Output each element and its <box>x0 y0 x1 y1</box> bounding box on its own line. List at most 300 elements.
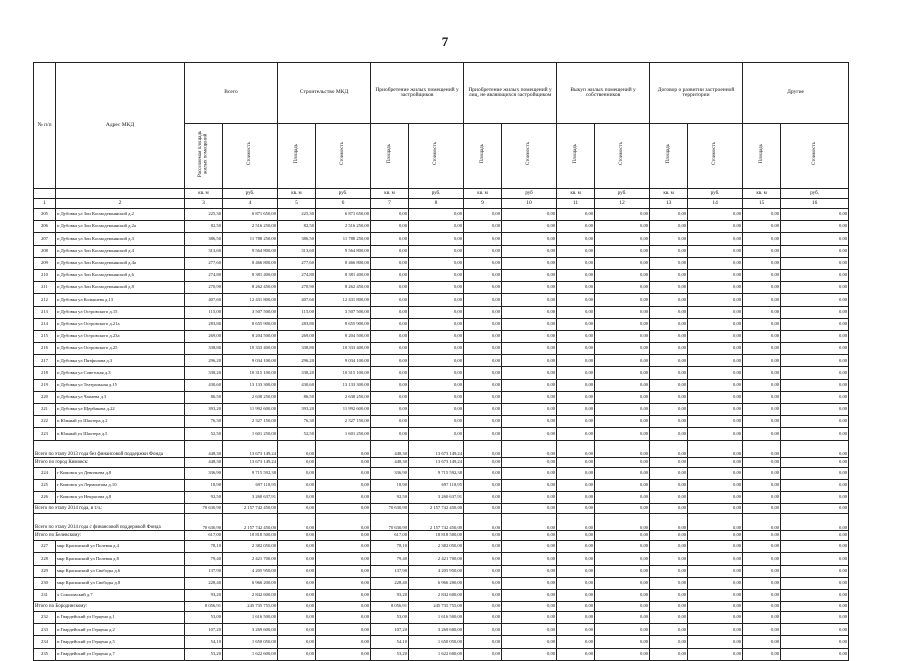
value-cell: 86,50 <box>278 391 316 403</box>
value-cell: 18 818 500,00 <box>409 531 464 541</box>
table-row <box>34 479 849 491</box>
row-number: 226 <box>34 491 56 503</box>
value-cell: 0,00 <box>781 379 849 391</box>
value-cell: 0,00 <box>409 221 464 233</box>
value-cell: 0,00 <box>557 589 595 601</box>
header-subcolumn-label: Расселяемая площадь жилых помещений <box>198 130 209 178</box>
value-cell: 0,00 <box>650 269 688 281</box>
value-cell: 0,00 <box>781 648 849 660</box>
value-cell: 0,00 <box>464 589 502 601</box>
row-number: 216 <box>34 343 56 355</box>
value-cell: 2 842 600,00 <box>409 589 464 601</box>
value-cell: 0,00 <box>743 636 781 648</box>
value-cell: 0,00 <box>557 367 595 379</box>
value-cell: 0,00 <box>502 282 557 294</box>
value-cell: 0,00 <box>557 343 595 355</box>
header-subcolumn <box>743 124 781 189</box>
value-cell: 0,00 <box>781 404 849 416</box>
table-row <box>34 233 849 245</box>
value-cell: 274,80 <box>278 269 316 281</box>
value-cell: 0,00 <box>595 391 650 403</box>
value-cell: 0,00 <box>409 269 464 281</box>
value-cell: 0,00 <box>595 294 650 306</box>
row-number: 234 <box>34 636 56 648</box>
value-cell: 225,30 <box>185 209 223 221</box>
row-address: п Дубовка ул Зои Космодемьянской д.4а <box>56 257 185 269</box>
row-number: 219 <box>34 379 56 391</box>
value-cell: 0,00 <box>595 457 650 467</box>
row-number: 235 <box>34 648 56 660</box>
header-subcolumn <box>557 124 595 189</box>
value-cell: 0,00 <box>464 624 502 636</box>
value-cell: 0,00 <box>464 467 502 479</box>
value-cell: 0,00 <box>743 391 781 403</box>
value-cell: 9 034 100,00 <box>223 355 278 367</box>
value-cell: 0,00 <box>688 602 743 612</box>
value-cell: 9 564 800,00 <box>223 245 278 257</box>
value-cell: 6 966 200,00 <box>223 577 278 589</box>
value-cell: 0,00 <box>464 233 502 245</box>
units-cell: кв. м <box>464 189 502 199</box>
value-cell: 0,00 <box>595 565 650 577</box>
row-number: 225 <box>34 479 56 491</box>
page-number: 7 <box>441 34 449 49</box>
row-address: п Дубовка ул Щербакова д.22 <box>56 404 185 416</box>
table-row <box>34 269 849 281</box>
row-address: п Дубовка ул Островского д.21а <box>56 318 185 330</box>
row-address: п Дубовка ул Зои Космодемьянской д.8 <box>56 282 185 294</box>
value-cell: 0,00 <box>371 306 409 318</box>
value-cell: 0,00 <box>781 209 849 221</box>
value-cell: 0,00 <box>688 648 743 660</box>
table-row <box>34 294 849 306</box>
value-cell: 0,00 <box>557 531 595 541</box>
header-group-purchase-developer: Приобретение жилых помещений у застройщиков <box>371 63 464 124</box>
value-cell: 0,00 <box>316 504 371 514</box>
value-cell: 82,50 <box>185 221 223 233</box>
value-cell: 0,00 <box>650 479 688 491</box>
value-cell: 0,00 <box>557 479 595 491</box>
summary-label: Итого по Бородинскому: <box>34 602 185 612</box>
value-cell: 0,00 <box>409 343 464 355</box>
value-cell: 0,00 <box>688 367 743 379</box>
value-cell: 2 516 250,00 <box>223 221 278 233</box>
value-cell: 0,00 <box>464 221 502 233</box>
value-cell: 0,00 <box>316 467 371 479</box>
value-cell: 0,00 <box>650 612 688 624</box>
value-cell: 0,00 <box>650 589 688 601</box>
value-cell: 0,00 <box>595 467 650 479</box>
value-cell: 0,00 <box>557 318 595 330</box>
value-cell: 0,00 <box>502 416 557 428</box>
table-row <box>34 636 849 648</box>
value-cell: 0,00 <box>595 541 650 553</box>
value-cell: 0,00 <box>502 541 557 553</box>
header-subcolumn <box>316 124 371 189</box>
value-cell: 79,40 <box>371 553 409 565</box>
value-cell: 3 507 500,00 <box>223 306 278 318</box>
value-cell: 270,90 <box>278 282 316 294</box>
value-cell: 0,00 <box>502 457 557 467</box>
value-cell: 0,00 <box>502 636 557 648</box>
value-cell: 245 735 755,00 <box>409 602 464 612</box>
value-cell: 0,00 <box>743 318 781 330</box>
value-cell: 0,00 <box>595 221 650 233</box>
row-address: п Южный ул Шахтера д.2 <box>56 416 185 428</box>
header-subcolumn-label: Площадь <box>665 144 671 164</box>
value-cell: 78,10 <box>371 541 409 553</box>
column-number-cell: 16 <box>781 199 849 209</box>
value-cell: 9 715 592,38 <box>409 467 464 479</box>
row-number: 206 <box>34 221 56 233</box>
value-cell: 0,00 <box>781 541 849 553</box>
value-cell: 8 056,91 <box>371 602 409 612</box>
header-group-development-agreement: Договор о развитии застроенной территории <box>650 63 743 124</box>
value-cell: 0,00 <box>743 479 781 491</box>
value-cell: 393,20 <box>278 404 316 416</box>
value-cell: 0,00 <box>464 602 502 612</box>
value-cell: 0,00 <box>688 233 743 245</box>
value-cell: 76,30 <box>278 416 316 428</box>
value-cell: 0,00 <box>743 440 781 457</box>
row-address: п Дубовка ул Островского д.25 <box>56 343 185 355</box>
value-cell: 0,00 <box>781 491 849 503</box>
value-cell: 11 788 250,00 <box>316 233 371 245</box>
value-cell: 8 262 450,00 <box>316 282 371 294</box>
value-cell: 0,00 <box>743 602 781 612</box>
summary-label: Итого по Белевскому: <box>34 531 185 541</box>
value-cell: 0,00 <box>557 416 595 428</box>
value-cell: 0,00 <box>781 330 849 342</box>
value-cell: 0,00 <box>743 233 781 245</box>
value-cell: 2 157 742 450,00 <box>409 514 464 531</box>
value-cell: 0,00 <box>688 479 743 491</box>
value-cell: 0,00 <box>743 467 781 479</box>
row-address: п Дубовка ул Зои Космодемьянской д.2а <box>56 221 185 233</box>
value-cell: 0,00 <box>650 577 688 589</box>
row-number: 215 <box>34 330 56 342</box>
value-cell: 0,00 <box>464 269 502 281</box>
value-cell: 0,00 <box>502 221 557 233</box>
value-cell: 270,90 <box>185 282 223 294</box>
value-cell: 0,00 <box>409 416 464 428</box>
value-cell: 0,00 <box>688 589 743 601</box>
value-cell: 0,00 <box>278 565 316 577</box>
value-cell: 1 650 050,00 <box>409 636 464 648</box>
value-cell: 448,30 <box>185 440 223 457</box>
summary-row <box>34 440 849 457</box>
units-cell: руб <box>502 189 557 199</box>
units-cell: кв. м <box>650 189 688 199</box>
header-group-construction: Строительство МКД <box>278 63 371 124</box>
value-cell: 0,00 <box>743 379 781 391</box>
value-cell: 0,00 <box>371 209 409 221</box>
value-cell: 0,00 <box>502 589 557 601</box>
header-subcolumn <box>464 124 502 189</box>
row-address: п Дубовка ул Островского д.15 <box>56 306 185 318</box>
value-cell: 2 516 250,00 <box>316 221 371 233</box>
value-cell: 0,00 <box>650 457 688 467</box>
header-group-purchase-non-developer: Приобретение жилых помещений у лиц, не являющихся застройщиком <box>464 63 557 124</box>
value-cell: 2 157 742 450,00 <box>409 504 464 514</box>
value-cell: 0,00 <box>650 491 688 503</box>
row-address: п Гвардейский ул Герцена д.5 <box>56 636 185 648</box>
value-cell: 0,00 <box>595 479 650 491</box>
row-address: мкр Красинский ул Свободы д.8 <box>56 577 185 589</box>
summary-row <box>34 457 849 467</box>
value-cell: 0,00 <box>650 282 688 294</box>
header-address: Адрес МКД <box>56 63 185 189</box>
value-cell: 336,90 <box>371 467 409 479</box>
value-cell: 0,00 <box>464 531 502 541</box>
value-cell: 6 871 650,00 <box>223 209 278 221</box>
value-cell: 1 601 250,00 <box>316 428 371 440</box>
value-cell: 430,60 <box>185 379 223 391</box>
value-cell: 53,00 <box>185 612 223 624</box>
value-cell: 448,30 <box>371 457 409 467</box>
units-cell: руб. <box>781 189 849 199</box>
value-cell: 313,60 <box>278 245 316 257</box>
value-cell: 0,00 <box>688 440 743 457</box>
value-cell: 13 133 300,00 <box>316 379 371 391</box>
value-cell: 54,10 <box>371 636 409 648</box>
table-row <box>34 577 849 589</box>
value-cell: 277,60 <box>185 257 223 269</box>
row-address: г Кимовск ул Некрасова д.8 <box>56 491 185 503</box>
value-cell: 8 655 900,00 <box>223 318 278 330</box>
value-cell: 0,00 <box>781 221 849 233</box>
table-row <box>34 428 849 440</box>
value-cell: 0,00 <box>781 457 849 467</box>
value-cell: 8 381 400,00 <box>223 269 278 281</box>
value-cell: 0,00 <box>464 379 502 391</box>
value-cell: 18 818 500,00 <box>223 531 278 541</box>
value-cell: 0,00 <box>464 612 502 624</box>
value-cell: 0,00 <box>464 282 502 294</box>
table-row <box>34 541 849 553</box>
header-subcolumn-label: Стоимость <box>811 142 817 166</box>
value-cell: 0,00 <box>688 306 743 318</box>
value-cell: 0,00 <box>650 624 688 636</box>
value-cell: 0,00 <box>464 565 502 577</box>
value-cell: 697 118,95 <box>409 479 464 491</box>
column-number-row <box>34 199 849 209</box>
value-cell: 0,00 <box>316 553 371 565</box>
value-cell: 0,00 <box>464 648 502 660</box>
value-cell: 0,00 <box>316 589 371 601</box>
row-address: п Дубовка ул Театральная д.15 <box>56 379 185 391</box>
header-subcolumn <box>371 124 409 189</box>
table-row <box>34 491 849 503</box>
units-row <box>34 189 849 199</box>
header-group-total: Всего <box>185 63 278 124</box>
value-cell: 296,20 <box>185 355 223 367</box>
value-cell: 0,00 <box>316 479 371 491</box>
table-row <box>34 565 849 577</box>
value-cell: 0,00 <box>595 245 650 257</box>
table-row <box>34 367 849 379</box>
value-cell: 0,00 <box>409 282 464 294</box>
column-number-cell: 2 <box>56 199 185 209</box>
header-subcolumn <box>781 124 849 189</box>
value-cell: 0,00 <box>595 367 650 379</box>
value-cell: 76,30 <box>185 416 223 428</box>
header-subcolumn <box>595 124 650 189</box>
value-cell: 0,00 <box>743 209 781 221</box>
value-cell: 296,20 <box>278 355 316 367</box>
value-cell: 0,00 <box>464 577 502 589</box>
value-cell: 697 118,95 <box>223 479 278 491</box>
value-cell: 0,00 <box>557 428 595 440</box>
units-cell: кв. м <box>743 189 781 199</box>
value-cell: 0,00 <box>502 612 557 624</box>
value-cell: 0,00 <box>781 467 849 479</box>
value-cell: 0,00 <box>743 330 781 342</box>
value-cell: 283,80 <box>185 318 223 330</box>
value-cell: 0,00 <box>557 379 595 391</box>
value-cell: 430,60 <box>278 379 316 391</box>
row-address: п Дубовка ул Колышева д.13 <box>56 294 185 306</box>
value-cell: 0,00 <box>650 245 688 257</box>
value-cell: 0,00 <box>650 221 688 233</box>
column-number-cell: 3 <box>185 199 223 209</box>
row-address: п Дубовка ул Советская д.3 <box>56 367 185 379</box>
value-cell: 0,00 <box>464 491 502 503</box>
value-cell: 0,00 <box>595 233 650 245</box>
value-cell: 82,50 <box>278 221 316 233</box>
value-cell: 12 431 800,00 <box>223 294 278 306</box>
value-cell: 0,00 <box>464 391 502 403</box>
value-cell: 0,00 <box>688 612 743 624</box>
table-row <box>34 282 849 294</box>
value-cell: 3 260 637,91 <box>409 491 464 503</box>
value-cell: 0,00 <box>316 577 371 589</box>
value-cell: 0,00 <box>743 245 781 257</box>
value-cell: 0,00 <box>595 257 650 269</box>
row-address: п Дубовка ул Зои Космодемьянской д.2 <box>56 209 185 221</box>
value-cell: 0,00 <box>557 636 595 648</box>
value-cell: 0,00 <box>409 318 464 330</box>
value-cell: 0,00 <box>502 294 557 306</box>
value-cell: 0,00 <box>557 282 595 294</box>
value-cell: 617,00 <box>371 531 409 541</box>
value-cell: 0,00 <box>557 457 595 467</box>
value-cell: 0,00 <box>781 306 849 318</box>
value-cell: 0,00 <box>688 428 743 440</box>
summary-row <box>34 602 849 612</box>
value-cell: 6 871 650,00 <box>316 209 371 221</box>
row-number: 205 <box>34 209 56 221</box>
value-cell: 0,00 <box>409 294 464 306</box>
value-cell: 0,00 <box>278 514 316 531</box>
value-cell: 274,80 <box>185 269 223 281</box>
value-cell: 0,00 <box>464 514 502 531</box>
value-cell: 0,00 <box>595 589 650 601</box>
value-cell: 0,00 <box>557 504 595 514</box>
value-cell: 0,00 <box>781 367 849 379</box>
row-number: 227 <box>34 541 56 553</box>
value-cell: 9 564 800,00 <box>316 245 371 257</box>
value-cell: 3 260 637,91 <box>223 491 278 503</box>
row-number: 223 <box>34 428 56 440</box>
value-cell: 0,00 <box>502 624 557 636</box>
header-group-other: Другие <box>743 63 849 124</box>
value-cell: 338,20 <box>278 367 316 379</box>
row-address: п Дубовка ул Островского д.23а <box>56 330 185 342</box>
value-cell: 137,90 <box>371 565 409 577</box>
value-cell: 115,00 <box>185 306 223 318</box>
row-number: 218 <box>34 367 56 379</box>
value-cell: 0,00 <box>557 514 595 531</box>
value-cell: 79,40 <box>185 553 223 565</box>
value-cell: 0,00 <box>371 428 409 440</box>
value-cell: 0,00 <box>688 343 743 355</box>
header-subcolumn-label: Стоимость <box>433 142 439 166</box>
value-cell: 0,00 <box>650 602 688 612</box>
row-address: г Кимовск ул Лермонтова д.10 <box>56 479 185 491</box>
table-row <box>34 379 849 391</box>
value-cell: 0,00 <box>409 209 464 221</box>
row-number: 232 <box>34 612 56 624</box>
value-cell: 3 507 500,00 <box>316 306 371 318</box>
value-cell: 0,00 <box>688 577 743 589</box>
table-row <box>34 330 849 342</box>
row-number: 207 <box>34 233 56 245</box>
value-cell: 0,00 <box>743 514 781 531</box>
value-cell: 137,90 <box>185 565 223 577</box>
value-cell: 0,00 <box>781 577 849 589</box>
value-cell: 13 673 149,24 <box>409 457 464 467</box>
column-number-cell: 10 <box>502 199 557 209</box>
value-cell: 0,00 <box>409 391 464 403</box>
value-cell: 0,00 <box>557 245 595 257</box>
value-cell: 0,00 <box>464 294 502 306</box>
value-cell: 2 157 742 450,00 <box>223 514 278 531</box>
value-cell: 0,00 <box>743 257 781 269</box>
value-cell: 0,00 <box>502 514 557 531</box>
value-cell: 0,00 <box>502 233 557 245</box>
value-cell: 0,00 <box>743 355 781 367</box>
value-cell: 13 673 149,24 <box>223 440 278 457</box>
value-cell: 2 638 250,00 <box>223 391 278 403</box>
value-cell: 0,00 <box>595 504 650 514</box>
value-cell: 0,00 <box>278 457 316 467</box>
value-cell: 0,00 <box>781 355 849 367</box>
value-cell: 0,00 <box>743 428 781 440</box>
value-cell: 0,00 <box>781 282 849 294</box>
value-cell: 0,00 <box>650 391 688 403</box>
value-cell: 0,00 <box>409 245 464 257</box>
column-number-cell: 8 <box>409 199 464 209</box>
value-cell: 13 673 149,24 <box>223 457 278 467</box>
value-cell: 0,00 <box>278 479 316 491</box>
value-cell: 3 269 600,00 <box>223 624 278 636</box>
value-cell: 0,00 <box>650 648 688 660</box>
value-cell: 8 262 450,00 <box>223 282 278 294</box>
value-cell: 0,00 <box>595 531 650 541</box>
header-subcolumn <box>185 124 223 189</box>
value-cell: 0,00 <box>781 245 849 257</box>
value-cell: 1 616 500,00 <box>223 612 278 624</box>
value-cell: 0,00 <box>316 457 371 467</box>
value-cell: 0,00 <box>595 648 650 660</box>
value-cell: 0,00 <box>743 553 781 565</box>
row-number: 222 <box>34 416 56 428</box>
value-cell: 0,00 <box>743 306 781 318</box>
value-cell: 70 630,90 <box>371 504 409 514</box>
value-cell: 107,20 <box>185 624 223 636</box>
value-cell: 0,00 <box>409 257 464 269</box>
